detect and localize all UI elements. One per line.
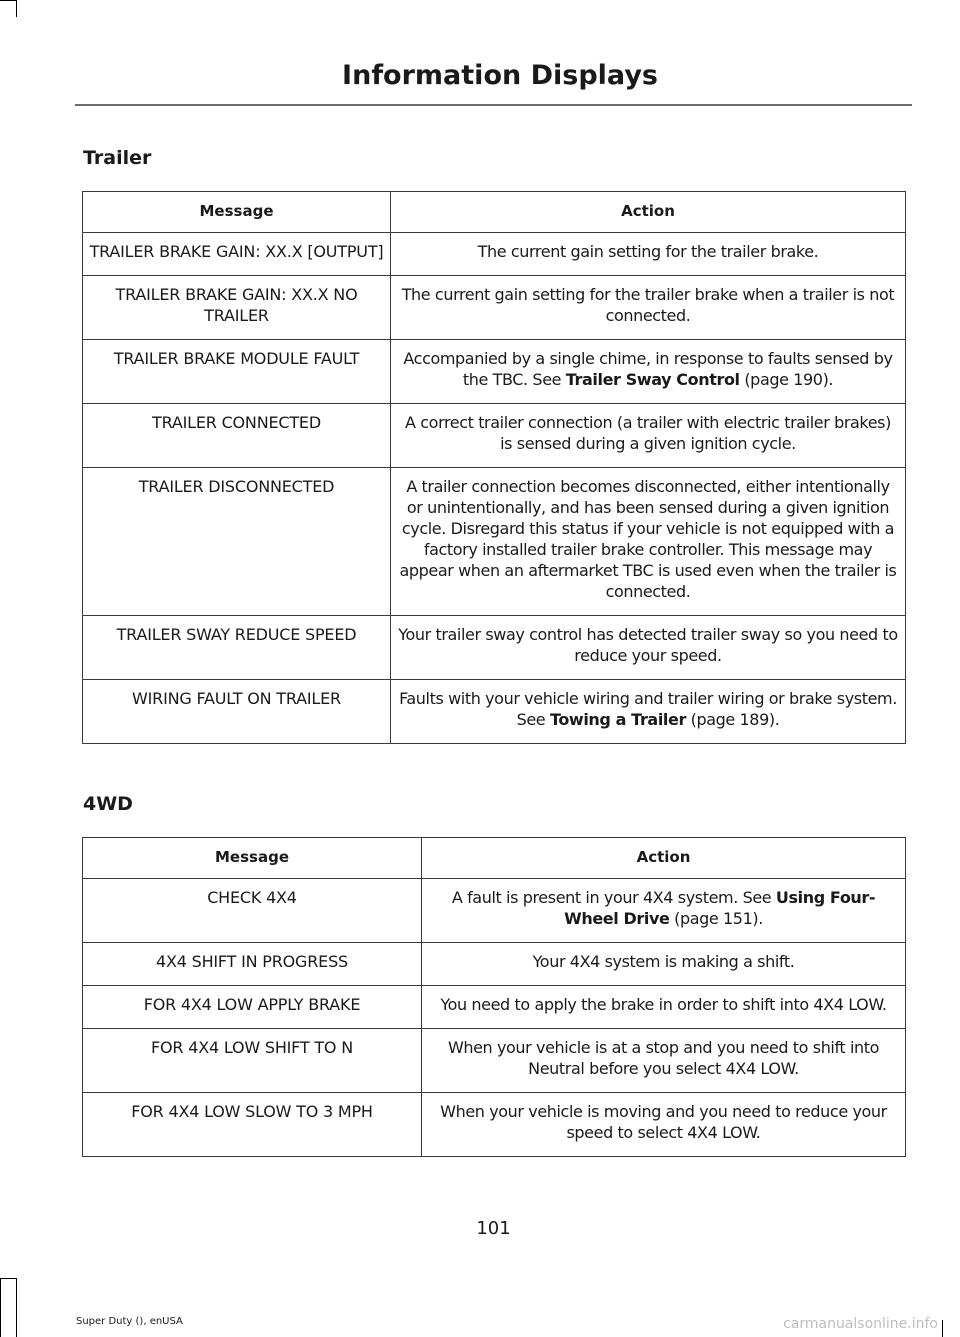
table-row (83, 404, 906, 468)
crop-mark (16, 0, 17, 17)
message-cell: 4X4 SHIFT IN PROGRESS (83, 943, 422, 986)
message-cell: CHECK 4X4 (83, 879, 422, 943)
action-cell: A trailer connection becomes disconnected, either intentionally or unintentionally, and has been sensed during a given ignition cycle. Disregard this status if your vehicle is not equipped with a factory installed trailer brake controller. This message may appear when an aftermarket TBC is used even when the trailer is connected. (391, 468, 906, 616)
action-cell: When your vehicle is moving and you need to reduce your speed to select 4X4 LOW. (422, 1093, 906, 1157)
message-cell: TRAILER BRAKE GAIN: XX.X NO TRAILER (83, 276, 391, 340)
footer-text: Super Duty (), enUSA (76, 1316, 183, 1327)
crop-mark (16, 1278, 17, 1337)
message-cell: FOR 4X4 LOW SLOW TO 3 MPH (83, 1093, 422, 1157)
column-header-message: Message (83, 192, 391, 233)
action-text: (page 151). (669, 909, 763, 928)
action-text: Faults with your vehicle wiring and trailer wiring or brake system. See (399, 689, 897, 729)
crop-mark (942, 1320, 943, 1337)
table-row (83, 879, 906, 943)
message-cell: TRAILER SWAY REDUCE SPEED (83, 616, 391, 680)
table-row (83, 233, 906, 276)
crop-mark (0, 1278, 1, 1337)
table-row (83, 468, 906, 616)
action-cell: Your 4X4 system is making a shift. (422, 943, 906, 986)
table-header-row (83, 192, 906, 233)
message-cell: FOR 4X4 LOW APPLY BRAKE (83, 986, 422, 1029)
table-header-row (83, 838, 906, 879)
action-cell: The current gain setting for the trailer brake. (391, 233, 906, 276)
message-cell: FOR 4X4 LOW SHIFT TO N (83, 1029, 422, 1093)
table-row (83, 1093, 906, 1157)
table-row (83, 616, 906, 680)
message-cell: WIRING FAULT ON TRAILER (83, 680, 391, 744)
message-cell: TRAILER CONNECTED (83, 404, 391, 468)
action-text: A fault is present in your 4X4 system. See (451, 888, 776, 907)
table-row (83, 1029, 906, 1093)
section-heading-trailer: Trailer (83, 147, 152, 169)
message-cell: TRAILER BRAKE MODULE FAULT (83, 340, 391, 404)
action-cell: When your vehicle is at a stop and you need to shift into Neutral before you select 4X4 LOW. (422, 1029, 906, 1093)
table-row (83, 340, 906, 404)
page-title: Information Displays (342, 60, 658, 91)
trailer-messages-table (82, 191, 906, 744)
watermark: carmanualsonline.info (783, 1316, 938, 1332)
header-divider (75, 104, 912, 106)
table-row (83, 276, 906, 340)
message-cell: TRAILER DISCONNECTED (83, 468, 391, 616)
action-cell (422, 879, 906, 943)
cross-reference-link[interactable]: Towing a Trailer (549, 710, 686, 729)
table-row (83, 986, 906, 1029)
action-cell: The current gain setting for the trailer brake when a trailer is not connected. (391, 276, 906, 340)
action-cell (391, 680, 906, 744)
cross-reference-link[interactable]: Trailer Sway Control (565, 370, 740, 389)
page-number: 101 (476, 1218, 511, 1239)
action-text: (page 189). (685, 710, 780, 729)
column-header-message: Message (83, 838, 422, 879)
column-header-action: Action (422, 838, 906, 879)
action-cell: A correct trailer connection (a trailer with electric trailer brakes) is sensed during a given ignition cycle. (391, 404, 906, 468)
crop-mark (0, 0, 16, 1)
table-row (83, 680, 906, 744)
message-cell: TRAILER BRAKE GAIN: XX.X [OUTPUT] (83, 233, 391, 276)
action-text: (page 190). (739, 370, 834, 389)
crop-mark (0, 1278, 16, 1279)
column-header-action: Action (391, 192, 906, 233)
4wd-messages-table (82, 837, 906, 1157)
action-text: Accompanied by a single chime, in response to faults sensed by the TBC. See (403, 349, 893, 389)
table-row (83, 943, 906, 986)
cross-reference-link[interactable]: Using Four-Wheel Drive (564, 888, 876, 928)
action-cell: You need to apply the brake in order to shift into 4X4 LOW. (422, 986, 906, 1029)
section-heading-4wd: 4WD (83, 793, 133, 815)
action-cell (391, 340, 906, 404)
action-cell: Your trailer sway control has detected trailer sway so you need to reduce your speed. (391, 616, 906, 680)
